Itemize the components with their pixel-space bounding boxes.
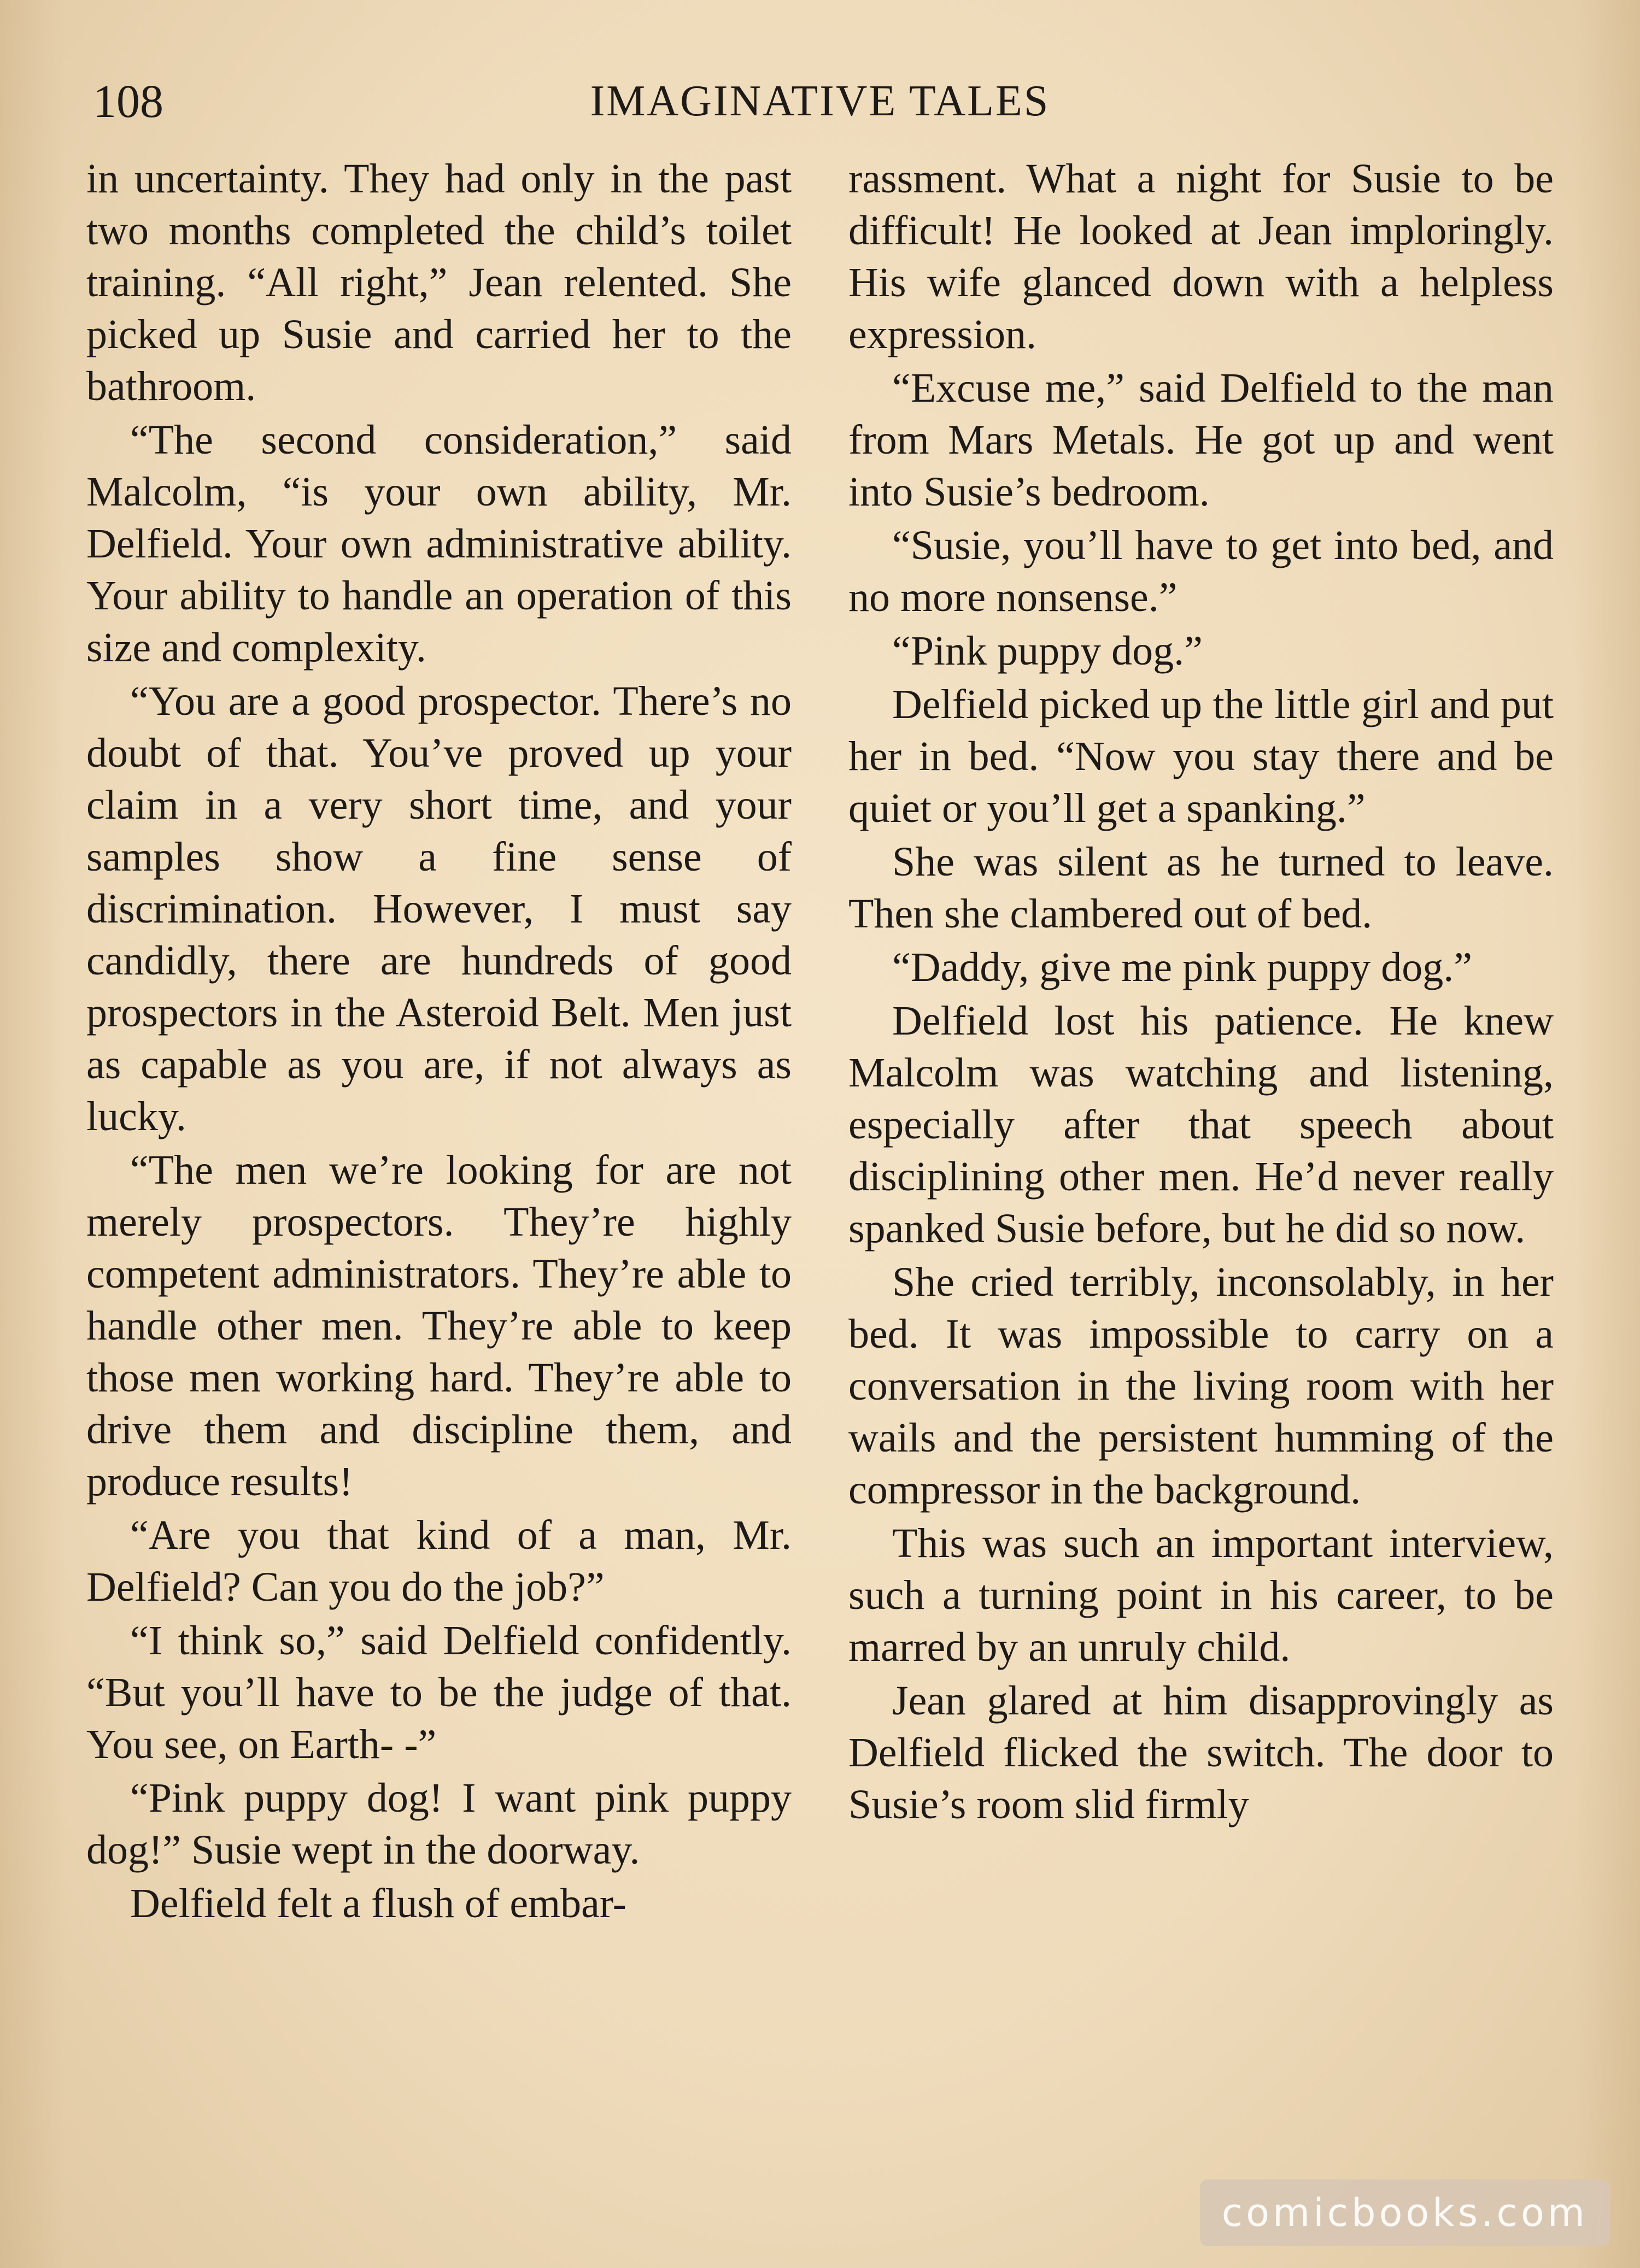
- paragraph: “Excuse me,” said Delfield to the man from Mars Metals. He got up and went into Susie’s bedroom.: [848, 365, 1554, 515]
- paragraph: rassment. What a night for Susie to be difficult! He looked at Jean imploringly. His wife glanced down with a helpless expression.: [848, 156, 1554, 357]
- paragraph: “The second consideration,” said Malcolm, “is your own ability, Mr. Delfield. Your own administrative ability. Your ability to handle an operation of this size and complexity.: [86, 417, 792, 671]
- paragraph: “Susie, you’ll have to get into bed, and no more nonsense.”: [848, 522, 1554, 620]
- paragraph: Delfield felt a flush of embar-: [130, 1881, 626, 1926]
- paragraph: Delfield lost his patience. He knew Malcolm was watching and listening, especially after that speech about disciplining other men. He’d never really spanked Susie before, but he did so now.: [848, 998, 1554, 1251]
- paragraph: This was such an important interview, such a turning point in his career, to be marred by an unruly child.: [848, 1520, 1554, 1670]
- paragraph: Delfield picked up the little girl and put her in bed. “Now you stay there and be quiet or you’ll get a spanking.”: [848, 681, 1554, 831]
- paragraph: She cried terribly, inconsolably, in her bed. It was impossible to carry on a conversation in the living room with her wails and the persistent humming of the compressor in the background.: [848, 1259, 1554, 1513]
- paragraph: “You are a good prospector. There’s no doubt of that. You’ve proved up your claim in a very short time, and your samples show a fine sense of discrimination. However, I must say candidly, there are hundreds of good prospectors in the Asteroid Belt. Men just as capable as you are, if not always as lucky.: [86, 678, 792, 1139]
- paragraph: “I think so,” said Delfield confidently. “But you’ll have to be the judge of that. You see, on Earth- -”: [86, 1618, 792, 1767]
- paragraph: “Are you that kind of a man, Mr. Delfield? Can you do the job?”: [86, 1512, 792, 1610]
- page-header: [87, 71, 1553, 131]
- paragraph: in uncertainty. They had only in the past two months completed the child’s toilet training. “All right,” Jean relented. She picked up Susie and carried her to the bathroom.: [86, 156, 792, 409]
- paragraph: “Pink puppy dog! I want pink puppy dog!” Susie wept in the doorway.: [86, 1775, 792, 1873]
- running-title: IMAGINATIVE TALES: [590, 77, 1050, 125]
- left-text-column: [86, 153, 792, 1931]
- paragraph: “Daddy, give me pink puppy dog.”: [892, 944, 1472, 990]
- paragraph: Jean glared at him disapprovingly as Delfield flicked the switch. The door to Susie’s room slid firmly: [848, 1678, 1554, 1828]
- paragraph: She was silent as he turned to leave. Then she clambered out of bed.: [848, 839, 1554, 937]
- paragraph: “Pink puppy dog.”: [892, 628, 1203, 674]
- page-number: 108: [93, 75, 163, 127]
- watermark: comicbooks.com: [1200, 2179, 1610, 2246]
- paragraph: “The men we’re looking for are not merely prospectors. They’re highly competent administrators. They’re able to handle other men. They’re able to keep those men working hard. They’re able to drive them and discipline them, and produce results!: [86, 1147, 792, 1505]
- right-text-column: [848, 153, 1554, 1832]
